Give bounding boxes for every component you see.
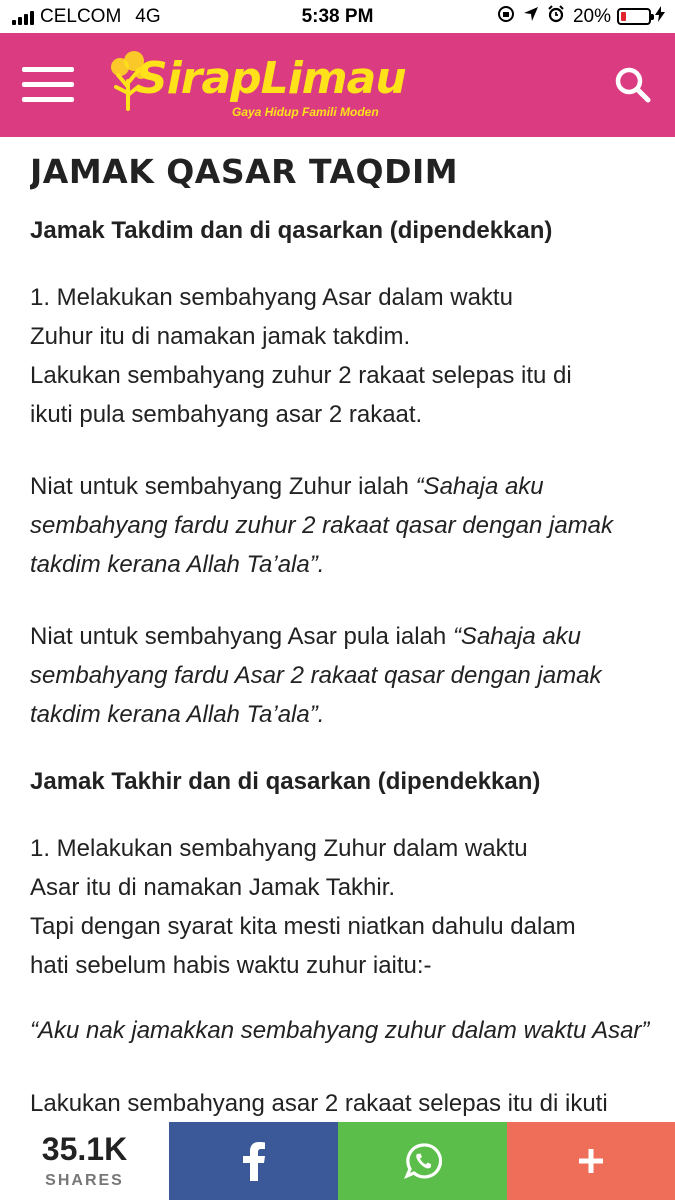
facebook-icon: [242, 1141, 266, 1181]
hamburger-icon-line: [22, 82, 74, 87]
facebook-share-button[interactable]: [169, 1122, 338, 1200]
paragraph-niat-asar: [30, 617, 650, 734]
niat-quote: “Sahaja aku: [415, 473, 544, 500]
logo-tagline: Gaya Hidup Famili Moden: [232, 105, 379, 119]
hamburger-icon-line: [22, 97, 74, 102]
whatsapp-icon: [404, 1142, 442, 1180]
plus-icon: [577, 1147, 605, 1175]
niat-quote: sembahyang fardu Asar 2 rakaat qasar dengan jamak: [30, 662, 602, 689]
carrier-name: CELCOM: [40, 6, 122, 27]
share-count: [0, 1122, 169, 1200]
niat-quote: “Sahaja aku: [452, 623, 582, 650]
orientation-lock-icon: [497, 5, 515, 28]
network-type: 4G: [135, 6, 161, 27]
battery-percent: 20%: [572, 5, 611, 27]
text-line: Tapi dengan syarat kita mesti niatkan dahulu dalam: [30, 913, 576, 940]
battery-level: [621, 12, 626, 21]
share-bar: [0, 1122, 675, 1200]
section-heading-jamak-takhir: Jamak Takhir dan di qasarkan (dipendekkan): [30, 768, 541, 795]
search-button[interactable]: [613, 65, 653, 105]
location-arrow-icon: [523, 6, 539, 27]
site-logo[interactable]: [108, 51, 406, 123]
niat-quote: takdim kerana Allah Ta’ala”.: [30, 701, 325, 728]
more-share-button[interactable]: [507, 1122, 675, 1200]
whatsapp-share-button[interactable]: [338, 1122, 507, 1200]
niat-quote: takdim kerana Allah Ta’ala”.: [30, 551, 325, 578]
paragraph-niat-takhir: “Aku nak jamakkan sembahyang zuhur dalam waktu Asar”: [30, 1017, 650, 1044]
text-line: hati sebelum habis waktu zuhur iaitu:-: [30, 952, 432, 979]
paragraph: [30, 278, 650, 434]
battery-icon: [617, 8, 651, 25]
status-time: 5:38 PM: [301, 6, 374, 27]
article-body: [30, 140, 650, 1120]
hamburger-icon: [22, 67, 74, 72]
paragraph-cut-off: Lakukan sembahyang asar 2 rakaat selepas itu di ikuti: [30, 1090, 608, 1117]
menu-button[interactable]: [22, 67, 74, 103]
text-line: Lakukan sembahyang zuhur 2 rakaat selepas itu di: [30, 362, 572, 389]
logo-text: SirapLimau: [136, 53, 406, 104]
share-count-label: SHARES: [45, 1172, 124, 1189]
status-bar-right: [497, 5, 665, 28]
text-line: 1. Melakukan sembahyang Asar dalam waktu: [30, 284, 513, 311]
section-heading-jamak-takdim: Jamak Takdim dan di qasarkan (dipendekkan): [30, 217, 553, 244]
charging-bolt-icon: [655, 6, 665, 28]
text-line: Asar itu di namakan Jamak Takhir.: [30, 874, 396, 901]
search-icon: [613, 65, 653, 105]
niat-quote: sembahyang fardu zuhur 2 rakaat qasar dengan jamak: [30, 512, 614, 539]
article-title: JAMAK QASAR TAQDIM: [30, 152, 459, 191]
text-line: ikuti pula sembahyang asar 2 rakaat.: [30, 401, 423, 428]
text-line: Niat untuk sembahyang Asar pula ialah: [30, 623, 453, 650]
paragraph: [30, 829, 650, 985]
text-line: 1. Melakukan sembahyang Zuhur dalam waktu: [30, 835, 528, 862]
text-line: Niat untuk sembahyang Zuhur ialah: [30, 473, 416, 500]
alarm-icon: [547, 5, 565, 28]
text-line: Zuhur itu di namakan jamak takdim.: [30, 323, 411, 350]
site-header: [0, 33, 675, 137]
status-bar: [0, 0, 675, 33]
paragraph-niat-zuhur: [30, 467, 650, 584]
share-count-number: 35.1K: [41, 1131, 128, 1167]
